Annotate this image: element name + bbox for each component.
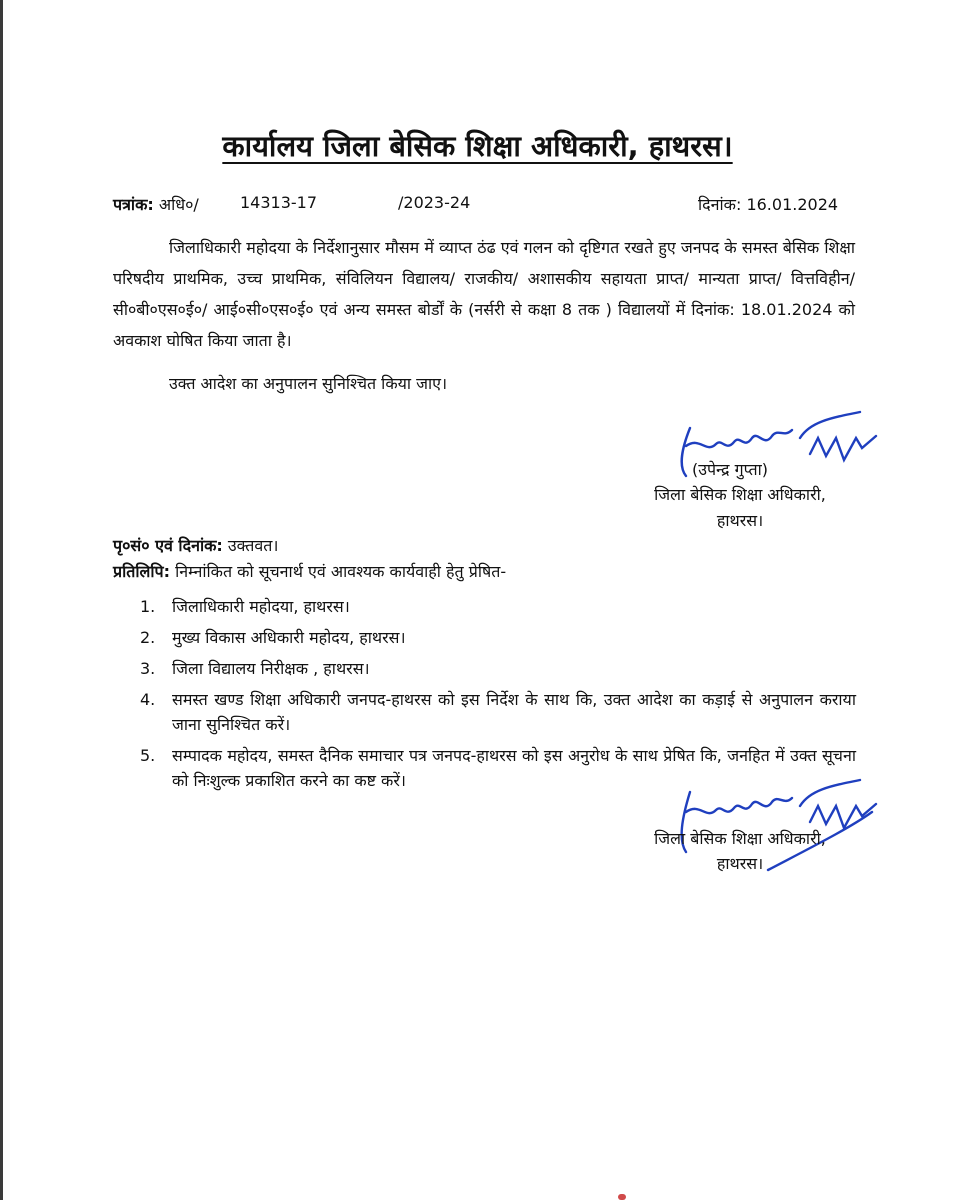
office-title: कार्यालय जिला बेसिक शिक्षा अधिकारी, हाथरस।	[222, 129, 733, 163]
reference-year: /2023-24	[398, 193, 471, 212]
compliance-paragraph: उक्त आदेश का अनुपालन सुनिश्चित किया जाए।	[169, 374, 448, 393]
list-item	[140, 625, 856, 650]
list-item-text: सम्पादक महोदय, समस्त दैनिक समाचार पत्र जनपद-हाथरस को इस अनुरोध के साथ प्रेषित कि, जनहित में उक्त सूचना को निःशुल्क प्रकाशित करने का कष्ट करें।	[172, 746, 856, 790]
copy-line	[113, 560, 506, 582]
reference-number: 14313-17	[240, 193, 318, 212]
signatory-2-place: हाथरस।	[716, 854, 764, 873]
copy-label: प्रतिलिपि:	[113, 562, 170, 581]
date-value: 16.01.2024	[746, 195, 839, 214]
letter-date	[698, 193, 838, 215]
copy-text: निम्नांकित को सूचनार्थ एवं आवश्यक कार्यवाही हेतु प्रेषित-	[175, 562, 507, 581]
list-item-number: 3.	[140, 659, 156, 678]
list-item-text: समस्त खण्ड शिक्षा अधिकारी जनपद-हाथरस को इस निर्देश के साथ कि, उक्त आदेश का कड़ाई से अनुपालन कराया जाना सुनिश्चित करें।	[172, 690, 856, 734]
signatory-place: हाथरस।	[716, 511, 764, 530]
distribution-list	[140, 594, 856, 799]
signatory-2-designation: जिला बेसिक शिक्षा अधिकारी,	[654, 829, 826, 848]
list-item-number: 1.	[140, 597, 156, 616]
list-item-number: 2.	[140, 628, 156, 647]
list-item	[140, 687, 856, 737]
endorsement-label: पृ०सं० एवं दिनांक:	[113, 536, 223, 555]
endorsement-value: उक्तवत।	[227, 536, 279, 555]
scan-speck	[618, 1194, 626, 1200]
signatory-designation: जिला बेसिक शिक्षा अधिकारी,	[654, 485, 826, 504]
list-item	[140, 594, 856, 619]
list-item	[140, 656, 856, 681]
signatory-name: (उपेन्द्र गुप्ता)	[691, 460, 769, 479]
list-item-text: मुख्य विकास अधिकारी महोदय, हाथरस।	[172, 628, 406, 647]
list-item-text: जिला विद्यालय निरीक्षक , हाथरस।	[172, 659, 370, 678]
list-item-text: जिलाधिकारी महोदया, हाथरस।	[172, 597, 350, 616]
date-label: दिनांक:	[698, 195, 742, 214]
reference-label: पत्रांक:	[113, 195, 154, 214]
reference-line	[113, 193, 199, 215]
endorsement-line	[113, 534, 278, 556]
order-paragraph: जिलाधिकारी महोदया के निर्देशानुसार मौसम में व्याप्त ठंढ एवं गलन को दृष्टिगत रखते हुए जनपद के समस्त बेसिक शिक्षा परिषदीय प्राथमिक, उच्च प्राथमिक, संविलियन विद्यालय/ राजकीय/ अशासकीय सहायता प्राप्त/ मान्यता प्राप्त/ वित्तविहीन/ सी०बी०एस०ई०/ आई०सी०एस०ई० एवं अन्य समस्त बोर्डों के (नर्सरी से कक्षा 8 तक ) विद्यालयों में दिनांक: 18.01.2024 को अवकाश घोषित किया जाता है।	[113, 238, 855, 350]
list-item-number: 4.	[140, 690, 156, 709]
reference-prefix: अधि०/	[158, 195, 199, 214]
list-item-number: 5.	[140, 746, 156, 765]
